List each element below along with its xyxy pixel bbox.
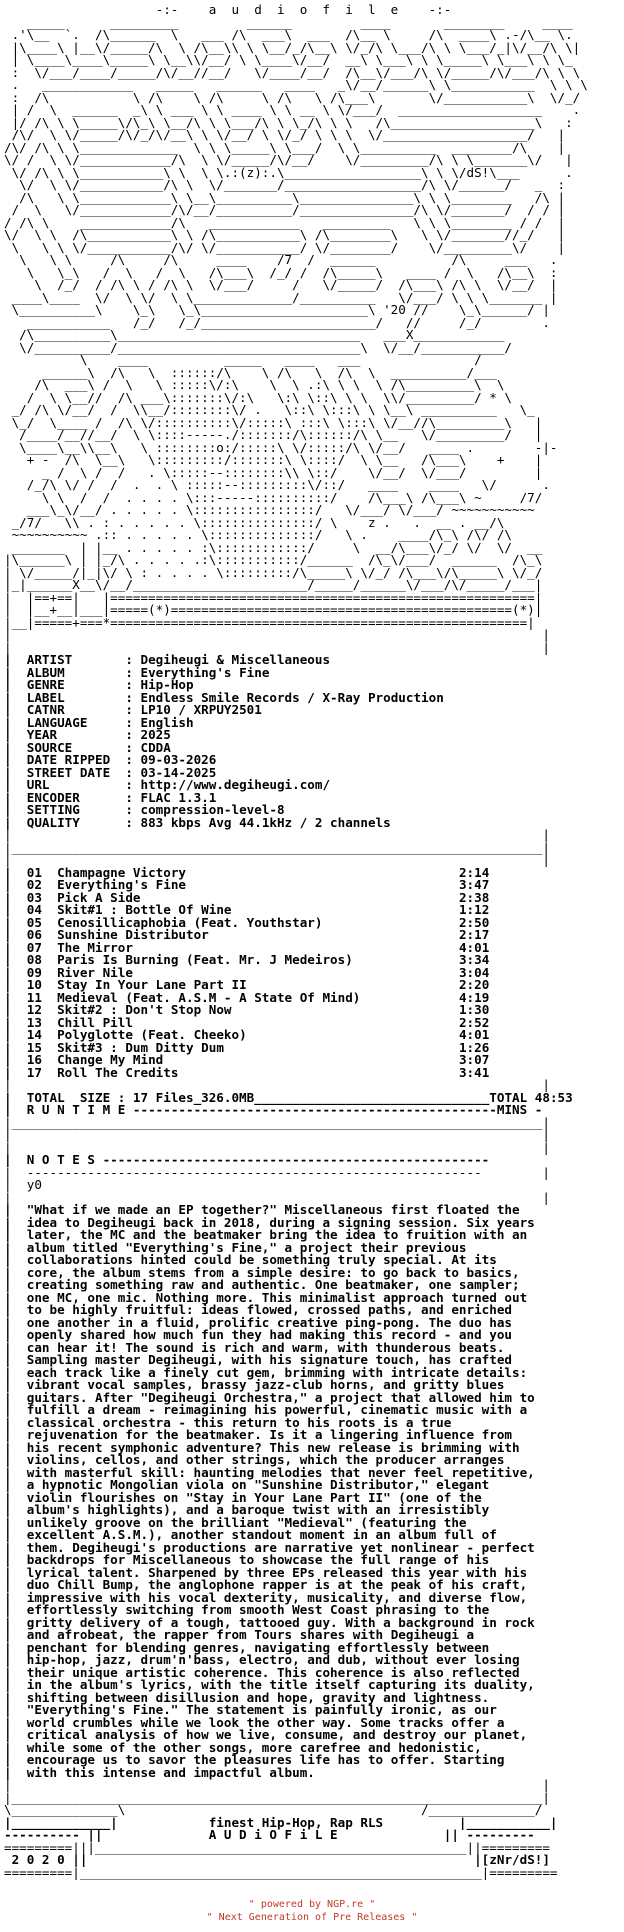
track-row: | 06 Sunshine Distributor 2:17 xyxy=(4,927,490,942)
notes-text: album titled "Everything's Fine," a project their previous xyxy=(26,1239,467,1255)
notes-line: | their unique artistic coherence. This coherence is also reflected xyxy=(4,1664,520,1680)
notes-text: Sampling master Degiheugi, with his signature touch, has crafted xyxy=(26,1352,513,1367)
notes-text: his recent symphonic adventure? This new release is brimming with xyxy=(26,1439,520,1455)
art-line: | \/_____/|_|\/ \ : . . . . \:::::::::/\_____\ \/_/ /\___\/\_____\ \/_/ xyxy=(4,564,543,580)
notes-text: one another in a fluid, prolific creative ping-pong. The duo has xyxy=(26,1314,513,1330)
info-key: STREET DATE xyxy=(26,764,126,780)
notes-line: | lyrical talent. Sharpened by three EPs released this year with his xyxy=(4,1564,528,1580)
notes-text: fulfill a dream - reimagining his powerful, cinematic music with a xyxy=(26,1402,528,1417)
frame-line: | | xyxy=(4,1127,550,1142)
header-art-line: : /\ \ /\ \ /\ \ /\ \ /\___\ \/___________\ \/_/ xyxy=(4,89,581,105)
notes-text: to be highly fruitful: ideas flowed, crossed paths, and enriched xyxy=(26,1302,513,1317)
total-value: 48:53 xyxy=(534,1089,573,1105)
frame-line: | | xyxy=(4,852,550,867)
track-time: 2:17 xyxy=(451,927,490,942)
notes-text: with masterful skill: haunting melodies that never feel repetitive, xyxy=(26,1464,535,1480)
header-art-line: \/ \ \/___________/\ \ \/_______/__________________/\ \/______/ _ : xyxy=(4,177,566,192)
notes-line: | album's highlights), and a baroque twist with an irresistibly xyxy=(4,1502,490,1517)
track-number: 13 xyxy=(26,1014,42,1030)
info-value: LP10 / XRPUY2501 xyxy=(140,702,262,717)
info-key: LANGUAGE xyxy=(26,714,126,730)
track-title: Skit#2 : Don't Stop Now xyxy=(57,1002,452,1017)
header-art-line: \ \ \ /\ /\ ____ /7 / ______ /\ ___ . xyxy=(4,252,558,267)
notes-line: | while some of the other songs, more carefree and hedonistic, xyxy=(4,1739,482,1755)
notes-text: and afrobeat, the rapper from Tours shares with Degiheugi a xyxy=(26,1627,475,1642)
track-number: 01 xyxy=(26,864,42,880)
notes-line: | idea to Degiheugi back in 2018, during a signing session. Six years xyxy=(4,1214,535,1230)
frame-line: |______________________________________________________________________| xyxy=(4,839,550,855)
notes-text: guitars. After "Degiheugi Orchestra," a project that allowed him to xyxy=(26,1389,535,1405)
closing-tagline: finest Hip-Hop, Rap RLS xyxy=(208,1814,384,1830)
art-line: + - /\ \__\ \:::::::::/:::::::\ \::::/ \ \__ /\___\ + | xyxy=(4,452,543,467)
closing-year: 2 0 2 0 xyxy=(11,1852,65,1867)
footer-powered-by: " powered by NGP.re " xyxy=(248,1899,376,1910)
notes-line: | to be highly fruitful: ideas flowed, crossed paths, and enriched xyxy=(4,1302,513,1317)
notes-line: | world crumbles while we look the other way. Some tracks offer a xyxy=(4,1714,505,1730)
info-value: compression-level-8 xyxy=(140,802,285,817)
art-line: |__|=====+===*=======================================================| xyxy=(4,614,535,630)
notes-text: backdrops for Miscellaneous to showcase the full range of his xyxy=(26,1552,490,1567)
notes-line: | with masterful skill: haunting melodies that never feel repetitive, xyxy=(4,1464,535,1480)
header-art-line: . ____________ _____ ______ ____ _\/__/______\ \___________ \ \ \ xyxy=(4,77,588,92)
track-row: | 12 Skit#2 : Don't Stop Now 1:30 xyxy=(4,1002,490,1017)
track-title: Stay In Your Lane Part II xyxy=(57,977,452,992)
track-time: 4:19 xyxy=(451,989,490,1005)
frame-line: | | xyxy=(4,1139,550,1155)
info-value: 2025 xyxy=(140,727,171,742)
header-art-line: ____\____ \/ \ \/ \ \_____________/__________ \/___/ \ \ \_______ | xyxy=(4,289,558,305)
closing-tagline-row: |_____________| finest Hip-Hop, Rap RLS |___________| xyxy=(4,1814,558,1830)
track-time: 3:47 xyxy=(451,877,490,892)
notes-text: violins, cellos, and other strings, which the producer arranges xyxy=(26,1452,505,1467)
info-value: 03-14-2025 xyxy=(140,764,217,780)
track-row: | 05 Cenosillicaphobia (Feat. Youthstar) 2:50 xyxy=(4,914,490,930)
notes-text: shifting between disillusion and hope, gravity and lightness. xyxy=(26,1689,490,1705)
notes-text: encourage us to savor the pleasures life has to offer. Starting xyxy=(26,1752,505,1767)
closing-year-row: 2 0 2 0 || |[zNr/dS!] xyxy=(11,1852,550,1867)
info-row: | LABEL : Endless Smile Records / X-Ray Production xyxy=(4,689,444,705)
notes-line: | openly shared how much fun they had making this record - and you xyxy=(4,1327,513,1342)
info-value: 09-03-2026 xyxy=(140,752,217,767)
track-title: Skit#1 : Bottle Of Wine xyxy=(57,902,452,917)
notes-text: unlikely groove on the brilliant "Medieval" (featuring the xyxy=(26,1514,467,1530)
frame-line: |______________________________________________________________________| xyxy=(4,1789,550,1805)
notes-text: with this intense and impactful album. xyxy=(26,1764,315,1780)
track-row: | 16 Change My Mind 3:07 xyxy=(4,1052,490,1067)
art-line: /____/__//__/ \ \::::-----./:::::::/\::::::/\ \__ \/_________/ | xyxy=(4,427,543,442)
notes-text: their unique artistic coherence. This coherence is also reflected xyxy=(26,1664,520,1680)
closing-group-row: ---------- || A U D i O F i L E || --------- xyxy=(4,1827,535,1842)
track-row: | 15 Skit#3 : Dum Ditty Dum 1:26 xyxy=(4,1039,490,1055)
header-art-line: ___________ /_/ /_/_______________________/ // /_/ . xyxy=(4,314,550,330)
track-title: River Nile xyxy=(57,964,452,980)
track-number: 07 xyxy=(26,939,42,955)
info-value: Endless Smile Records / X-Ray Production xyxy=(140,689,444,705)
track-title: Skit#3 : Dum Ditty Dum xyxy=(57,1039,452,1055)
notes-line: | excellent A.S.M.), another standout moment in an album full of xyxy=(4,1527,497,1542)
info-key: SETTING xyxy=(26,802,126,817)
notes-line: | "Everything's Fine." The statement is painfully ironic, as our xyxy=(4,1702,497,1717)
frame-line: | | xyxy=(4,639,550,655)
notes-line: | and afrobeat, the rapper from Tours shares with Degiheugi a xyxy=(4,1627,475,1642)
notes-line: | backdrops for Miscellaneous to showcase the full range of his xyxy=(4,1552,490,1567)
notes-line: | in the album's lyrics, with the title itself capturing its duality, xyxy=(4,1677,535,1692)
info-key: YEAR xyxy=(26,727,126,742)
notes-text: can hear it! The sound is rich and warm, with thunderous beats. xyxy=(26,1339,505,1355)
art-line: \ \ / / . . . . \:::-----::::::::::/ /\___\ /\___\ ~ /7/ xyxy=(4,489,543,505)
header-art-line: /\ \ \____________\ \__\__________\_______________\ \ \________ /\ | xyxy=(4,189,566,205)
track-time: 1:26 xyxy=(451,1039,490,1055)
info-key: QUALITY xyxy=(26,814,126,830)
info-row: | QUALITY : 883 kbps Avg 44.1kHz / 2 channels xyxy=(4,814,391,830)
notes-title: N O T E S xyxy=(26,1152,95,1167)
info-value: 883 kbps Avg 44.1kHz / 2 channels xyxy=(140,814,391,830)
notes-line: | gritty delivery of a tough, tattooed guy. With a background in rock xyxy=(4,1614,535,1630)
info-key: ENCODER xyxy=(26,789,126,805)
track-time: 4:01 xyxy=(451,939,490,955)
track-row: | 07 The Mirror 4:01 xyxy=(4,939,490,955)
header-art-line: : \/___/____/_____/\/__//__/ \/____/__/ /\__\/___/\ \/_____/\/___/\ \ \ xyxy=(4,64,581,80)
track-time: 3:04 xyxy=(451,964,490,980)
info-key: SOURCE xyxy=(26,739,126,755)
notes-text: "What if we made an EP together?" Miscellaneous first floated the xyxy=(26,1202,520,1217)
art-line: \ ____ _____ ____ ___ / xyxy=(4,352,482,367)
track-number: 05 xyxy=(26,914,42,930)
runtime-label: R U N T I M E xyxy=(26,1102,126,1117)
closing-art-line: =========|_____________________________________________________|========= xyxy=(4,1864,558,1880)
notes-signature-row: | y0 xyxy=(4,1177,42,1192)
info-key: URL xyxy=(26,777,126,792)
notes-line: | critical analysis of how we live, consume, and destroy our planet, xyxy=(4,1727,528,1742)
header-art-line: /\__________\________________________________ ___X____________ xyxy=(4,327,550,342)
track-title: Chill Pill xyxy=(57,1014,452,1030)
header-art-line: \ /_/ / /\ \ / /\ \ \/___/ / \/_____/ /\___\ /\ \ \/__/ | xyxy=(4,277,558,292)
track-time: 1:12 xyxy=(451,902,490,917)
info-key: DATE RIPPED xyxy=(26,752,126,767)
header-art-line: .'\__ `. /\______ \ ___ /\ ___\ ___ /\__ \ /\ ____\ .-/\__ \. xyxy=(4,27,573,42)
track-title: Sunshine Distributor xyxy=(57,927,452,942)
art-line: | |__+__|___|=====(*)=============================================(*)| xyxy=(4,602,543,617)
track-number: 10 xyxy=(26,977,42,992)
info-row: | CATNR : LP10 / XRPUY2501 xyxy=(4,702,262,717)
notes-line: | classical orchestra - this return to his roots is a true xyxy=(4,1414,452,1430)
track-time: 2:38 xyxy=(451,889,490,905)
track-row: | 10 Stay In Your Lane Part II 2:20 xyxy=(4,977,490,992)
track-title: Medieval (Feat. A.S.M - A State Of Mind) xyxy=(57,989,452,1005)
runtime-row: | R U N T I M E ------------------------------------------------MINS - xyxy=(4,1102,543,1117)
info-row: | DATE RIPPED : 09-03-2026 xyxy=(4,752,217,767)
info-key: CATNR xyxy=(26,702,126,717)
track-title: Paris Is Burning (Feat. Mr. J Medeiros) xyxy=(57,952,452,967)
art-line: ~~~~~~~~~~ .:: . . . . . \::::::::::::::/ \ . ____/\_\ /\/ /\ xyxy=(4,527,512,542)
track-number: 06 xyxy=(26,927,42,942)
notes-line: | each track like a finely cut gem, brimming with intricate details: xyxy=(4,1364,528,1380)
notes-line: | with this intense and impactful album. xyxy=(4,1764,315,1780)
total-size-value: 17 Files_326.0MB xyxy=(132,1089,255,1105)
header-art-line: -:- a u d i o f i l e -:- xyxy=(4,2,452,17)
notes-line: | them. Degiheugi's productions are narrative yet nonlinear - perfect xyxy=(4,1539,535,1555)
notes-line: | hip-hop, jazz, drum'n'bass, electro, and dub, without ever losing xyxy=(4,1652,520,1667)
closing-art-line: \______________\ /______________/ xyxy=(4,1802,543,1817)
info-row: | STREET DATE : 03-14-2025 xyxy=(4,764,217,780)
closing-group: A U D i O F i L E xyxy=(208,1827,338,1842)
track-title: The Mirror xyxy=(57,939,452,955)
notes-text: classical orchestra - this return to his roots is a true xyxy=(26,1414,452,1430)
track-time: 2:52 xyxy=(451,1014,490,1030)
header-art-line: \/ /\ \ \___________\ \ \ \.:(z):.\__________________\ \ \/dS!\___ . xyxy=(4,164,573,180)
info-value: Hip-Hop xyxy=(140,677,194,692)
info-key: ALBUM xyxy=(26,664,126,680)
track-number: 03 xyxy=(26,889,42,905)
closing-sig: zNr/dS! xyxy=(489,1852,543,1867)
notes-text: a hypnotic Mongolian viola on "Sunshine Distributor," elegant xyxy=(26,1477,490,1492)
info-row: | GENRE : Hip-Hop xyxy=(4,677,194,692)
notes-text: each track like a finely cut gem, brimming with intricate details: xyxy=(26,1364,528,1380)
art-line: ___\_\/__/ . . . . . \::::::::::::::::/ \/___/ \/___/ ~~~~~~~~~~~ xyxy=(4,502,535,517)
track-title: Roll The Credits xyxy=(57,1064,452,1080)
footer-tagline: " Next Generation of Pre Releases " xyxy=(206,1912,418,1923)
notes-line: | fulfill a dream - reimagining his powerful, cinematic music with a xyxy=(4,1402,528,1417)
info-value: http://www.degiheugi.com/ xyxy=(140,777,331,792)
notes-text: impressive with his vocal dexterity, musicality, and diverse flow, xyxy=(26,1589,528,1605)
info-key: GENRE xyxy=(26,677,126,692)
total-size-label: TOTAL SIZE xyxy=(26,1089,111,1105)
info-row: | ALBUM : Everything's Fine xyxy=(4,664,270,680)
art-line: /\ ___\ / \ \ :::::\/:\ \ \ .:\ \ \ \ /\_________\ \ xyxy=(4,377,505,392)
notes-text: while some of the other songs, more carefree and hedonistic, xyxy=(26,1739,482,1755)
info-value: Everything's Fine xyxy=(140,664,270,680)
art-line: |_|______X__\/__/_______________________/_____/______\/___/\/_____/___| xyxy=(4,577,543,592)
info-row: | YEAR : 2025 xyxy=(4,727,171,742)
notes-text: excellent A.S.M.), another standout moment in an album full of xyxy=(26,1527,497,1542)
info-row: | SETTING : compression-level-8 xyxy=(4,802,285,817)
header-art-line: / \ \/____________/\/__/__________/_______________/\ \/_______/ / / | xyxy=(4,202,566,217)
header-art-line: \/ \ \ /\___________\ \ /\___________\ /\________\ \ \/_______//_/ | xyxy=(4,227,566,242)
track-row: | 11 Medieval (Feat. A.S.M - A State Of Mind) 4:19 xyxy=(4,989,490,1005)
notes-line: | effortlessly switching from smooth West Coast phrasing to the xyxy=(4,1602,490,1617)
notes-text: creating something raw and authentic. One beatmaker, one sampler; xyxy=(26,1277,520,1292)
track-time: 3:34 xyxy=(451,952,490,967)
track-title: Polyglotte (Feat. Cheeko) xyxy=(57,1027,452,1042)
notes-text: hip-hop, jazz, drum'n'bass, electro, and dub, without ever losing xyxy=(26,1652,520,1667)
track-row: | 03 Pick A Side 2:38 xyxy=(4,889,490,905)
art-line: | |==+==| |========================================================| xyxy=(4,589,543,605)
notes-text: gritty delivery of a tough, tattooed guy. With a background in rock xyxy=(26,1614,535,1630)
info-value: CDDA xyxy=(140,739,171,755)
notes-line: | rejuvenation for the beatmaker. Is it a lingering influence from xyxy=(4,1427,513,1442)
notes-line: | one MC, one mic. Nothing more. This minimalist approach turned out xyxy=(4,1289,528,1305)
notes-line: | core, the album stems from a simple desire: to go back to basics, xyxy=(4,1264,520,1280)
header-art-line: / /\ \ ____________/\ ____________ _________ \ \ \________ / / | xyxy=(4,214,566,230)
notes-text: duo Chill Bump, the anglophone rapper is at the peak of his craft, xyxy=(26,1577,528,1592)
notes-text: in the album's lyrics, with the title itself capturing its duality, xyxy=(26,1677,535,1692)
track-time: 4:01 xyxy=(451,1027,490,1042)
notes-text: effortlessly switching from smooth West Coast phrasing to the xyxy=(26,1602,490,1617)
track-title: Change My Mind xyxy=(57,1052,452,1067)
track-number: 12 xyxy=(26,1002,42,1017)
art-line: / \ \__// /\ ___\:::::::\/:\ \:\ \::\ \ \ \\/_________/ * \ xyxy=(4,389,512,405)
info-row: | ARTIST : Degiheugi & Miscellaneous xyxy=(4,652,331,667)
frame-line: | | xyxy=(4,627,550,642)
header-art-line: \ \ \ \/___________/\/ \/___________/ \/________/ \/_________\/ | xyxy=(4,239,566,255)
notes-line: | collaborations hinted could be something truly special. At its xyxy=(4,1252,497,1267)
notes-line: | shifting between disillusion and hope, gravity and lightness. xyxy=(4,1689,490,1705)
track-number: 08 xyxy=(26,952,42,967)
closing-art-line: =========|||_________________________________________________||========= xyxy=(4,1839,550,1855)
info-key: LABEL xyxy=(26,689,126,705)
notes-line: | vibrant vocal samples, brassy jazz-club horns, and gritty blues xyxy=(4,1377,505,1392)
footer xyxy=(0,1898,624,1924)
track-number: 09 xyxy=(26,964,42,980)
frame-line: | | xyxy=(4,1077,550,1092)
track-time: 3:07 xyxy=(451,1052,490,1067)
track-title: Everything's Fine xyxy=(57,877,452,892)
track-time: 2:50 xyxy=(451,914,490,930)
track-number: 17 xyxy=(26,1064,42,1080)
track-time: 3:41 xyxy=(451,1064,490,1080)
art-line: \_/ \____ / /\ \/::::::::::\/:::::\ :::\ \:::\ \/__//\_________\ | xyxy=(4,414,543,430)
art-line: ______\ /\ \ ::::::/\ \ /\ \ /\ \ __________/___ xyxy=(4,364,497,380)
info-row: | URL : http://www.degiheugi.com/ xyxy=(4,777,331,792)
header-art-line: \__________\ \_\ \_\______________________\ '20 // \_\______/ | xyxy=(4,302,550,317)
frame-line: | ------------------------------------------------------------ | xyxy=(4,1164,550,1180)
track-number: 16 xyxy=(26,1052,42,1067)
art-line: /_/\ \/ / / . . \ :::::--:::::::::\/::/ ____ ____ \/ . xyxy=(4,477,550,492)
notes-text: album's highlights), and a baroque twist with an irresistibly xyxy=(26,1502,490,1517)
header-art-line: _____ _________ ______ ____ ________ ____ xyxy=(4,14,573,30)
notes-signature: y0 xyxy=(26,1177,42,1192)
track-number: 14 xyxy=(26,1027,42,1042)
art-line: \____\__\\__\ \ ::::::::o:/:::::\ \/:::::/\ \/__/ ____ . -|- xyxy=(4,439,558,455)
art-line: |\______\ | |_/\ . . . . .:\:::::::::::/______ /\_\/___/ ______ /\_\ xyxy=(4,552,543,567)
notes-line: | impressive with his vocal dexterity, musicality, and diverse flow, xyxy=(4,1589,528,1605)
notes-text: later, the MC and the beatmaker bring the idea to fruition with an xyxy=(26,1227,528,1242)
notes-line: | duo Chill Bump, the anglophone rapper is at the peak of his craft, xyxy=(4,1577,528,1592)
track-title: Pick A Side xyxy=(57,889,452,905)
header-art-line: \/ / \ \/____________/\ \ \/_____/\/__/ \/_________/\ \ \_______\/ | xyxy=(4,152,573,167)
notes-text: collaborations hinted could be something truly special. At its xyxy=(26,1252,497,1267)
track-number: 15 xyxy=(26,1039,42,1055)
header-art-line: /\/ /\ \ \_____________ \ \ \_____\ \___/ \ \__________ ________/\ | xyxy=(4,139,566,155)
frame-line: |______________________________________________________________________| xyxy=(4,1114,550,1130)
info-value: Degiheugi & Miscellaneous xyxy=(140,652,331,667)
header-art-line: \ \_\ / \ / \ /\___\ /_/ / /\_____\ ____ / \ /\__\ : xyxy=(4,264,558,280)
track-number: 11 xyxy=(26,989,42,1005)
totals-row: | TOTAL SIZE : 17 Files_326.0MB_______________________________TOTAL 48:53 xyxy=(4,1089,573,1105)
track-row: | 04 Skit#1 : Bottle Of Wine 1:12 xyxy=(4,902,490,917)
art-line: _/7/ \\ . : . . . . . \:::::::::::::::/ \ z . . __ . __/\ xyxy=(4,514,505,530)
notes-text: one MC, one mic. Nothing more. This minimalist approach turned out xyxy=(26,1289,528,1305)
track-title: Champagne Victory xyxy=(57,864,452,880)
header-art-line: |/ /\ \ \_____\/\_\ \__/\ \ \___/\ \ \_/\ \ \ /\___________________\ : xyxy=(4,114,573,130)
header-art-line: \/__________/________________________________\ \/__/___________/ xyxy=(4,339,550,355)
header-art-line: |\____\ |__\/_____/\ \ /\__\\ \ \__/_/\__\ \/_/\ \___/\ \ \___/_|\/__/\ \| xyxy=(4,39,581,55)
notes-line: | can hear it! The sound is rich and warm, with thunderous beats. xyxy=(4,1339,505,1355)
notes-text: lyrical talent. Sharpened by three EPs released this year with his xyxy=(26,1564,528,1580)
mins-label: MINS - xyxy=(496,1102,543,1117)
header-art-line: | \____\____\_____\ \__\\/__/ \ \____\/__/ __\ \___\ \ \_____\ \___\ \ \_ xyxy=(4,52,573,67)
notes-line: | one another in a fluid, prolific creative ping-pong. The duo has xyxy=(4,1314,513,1330)
notes-line: | guitars. After "Degiheugi Orchestra," a project that allowed him to xyxy=(4,1389,535,1405)
track-time: 2:20 xyxy=(451,977,490,992)
notes-line: | unlikely groove on the brilliant "Medieval" (featuring the xyxy=(4,1514,467,1530)
info-row: | LANGUAGE : English xyxy=(4,714,194,730)
frame-line: | | xyxy=(4,827,550,842)
notes-line: | encourage us to savor the pleasures life has to offer. Starting xyxy=(4,1752,505,1767)
track-time: 1:30 xyxy=(451,1002,490,1017)
track-row: | 01 Champagne Victory 2:14 xyxy=(4,864,490,880)
notes-line: | a hypnotic Mongolian viola on "Sunshine Distributor," elegant xyxy=(4,1477,490,1492)
notes-heading: | N O T E S --------------------------------------------------- xyxy=(4,1152,490,1167)
art-line: _/ /\ \/__/ / \\__/::::::::\/ . \::\ \:::\ \ \__\ __________ \_ xyxy=(4,402,535,417)
notes-line: | Sampling master Degiheugi, with his signature touch, has crafted xyxy=(4,1352,513,1367)
nfo-document xyxy=(4,4,620,1879)
frame-line: | | xyxy=(4,1777,550,1792)
notes-line: | later, the MC and the beatmaker bring the idea to fruition with an xyxy=(4,1227,528,1242)
notes-text: them. Degiheugi's productions are narrative yet nonlinear - perfect xyxy=(26,1539,535,1555)
track-number: 02 xyxy=(26,877,42,892)
info-row: | ENCODER : FLAC 1.3.1 xyxy=(4,789,217,805)
notes-line: | violin flourishes on "Stay in Your Lane Part II" (one of the xyxy=(4,1489,482,1505)
info-value: FLAC 1.3.1 xyxy=(140,789,217,805)
track-row: | 13 Chill Pill 2:52 xyxy=(4,1014,490,1030)
notes-text: core, the album stems from a simple desire: to go back to basics, xyxy=(26,1264,520,1280)
notes-text: openly shared how much fun they had making this record - and you xyxy=(26,1327,513,1342)
notes-text: idea to Degiheugi back in 2018, during a signing session. Six years xyxy=(26,1214,535,1230)
header-art-line: | / \ ______ _\ \ ___ \ \ ____ \ \ __ \ \/___/ ___________________ . xyxy=(4,102,581,117)
notes-line: | his recent symphonic adventure? This new release is brimming with xyxy=(4,1439,520,1455)
total-label: TOTAL xyxy=(489,1089,528,1105)
info-row: | SOURCE : CDDA xyxy=(4,739,171,755)
header-art-line: /\/ \ \/_____/\/_/\/__\ \ \/__/ \ \/_/ \ \ \ \/___________________/ | xyxy=(4,127,566,142)
track-row: | 02 Everything's Fine 3:47 xyxy=(4,877,490,892)
notes-text: penchant for blending genres, navigating effortlessly between xyxy=(26,1639,490,1655)
track-row: | 14 Polyglotte (Feat. Cheeko) 4:01 xyxy=(4,1027,490,1042)
track-time: 2:14 xyxy=(451,864,490,880)
art-line: _ / \ / / . \:::::--::::::::\\ \::/ \/__/ \/___/ | xyxy=(4,464,543,480)
notes-text: world crumbles while we look the other way. Some tracks offer a xyxy=(26,1714,505,1730)
notes-line: | creating something raw and authentic. One beatmaker, one sampler; xyxy=(4,1277,520,1292)
notes-line: | "What if we made an EP together?" Miscellaneous first floated the xyxy=(4,1202,520,1217)
info-value: English xyxy=(140,714,194,730)
track-row: | 17 Roll The Credits 3:41 xyxy=(4,1064,490,1080)
notes-line: | penchant for blending genres, navigating effortlessly between xyxy=(4,1639,490,1655)
track-row: | 08 Paris Is Burning (Feat. Mr. J Medeiros) 3:34 xyxy=(4,952,490,967)
track-number: 04 xyxy=(26,902,42,917)
notes-text: rejuvenation for the beatmaker. Is it a lingering influence from xyxy=(26,1427,513,1442)
notes-line: | album titled "Everything's Fine," a project their previous xyxy=(4,1239,467,1255)
frame-line: | | xyxy=(4,1189,550,1205)
notes-text: vibrant vocal samples, brassy jazz-club horns, and gritty blues xyxy=(26,1377,505,1392)
track-row: | 09 River Nile 3:04 xyxy=(4,964,490,980)
art-line: _______ | |__ . . . . . :\::::::::::::/ \ __/\___\/_/ \/ \/ __ xyxy=(4,539,543,555)
notes-text: violin flourishes on "Stay in Your Lane Part II" (one of the xyxy=(26,1489,482,1505)
info-key: ARTIST xyxy=(26,652,126,667)
notes-text: critical analysis of how we live, consume, and destroy our planet, xyxy=(26,1727,528,1742)
track-title: Cenosillicaphobia (Feat. Youthstar) xyxy=(57,914,452,930)
notes-line: | violins, cellos, and other strings, which the producer arranges xyxy=(4,1452,505,1467)
notes-text: "Everything's Fine." The statement is painfully ironic, as our xyxy=(26,1702,497,1717)
